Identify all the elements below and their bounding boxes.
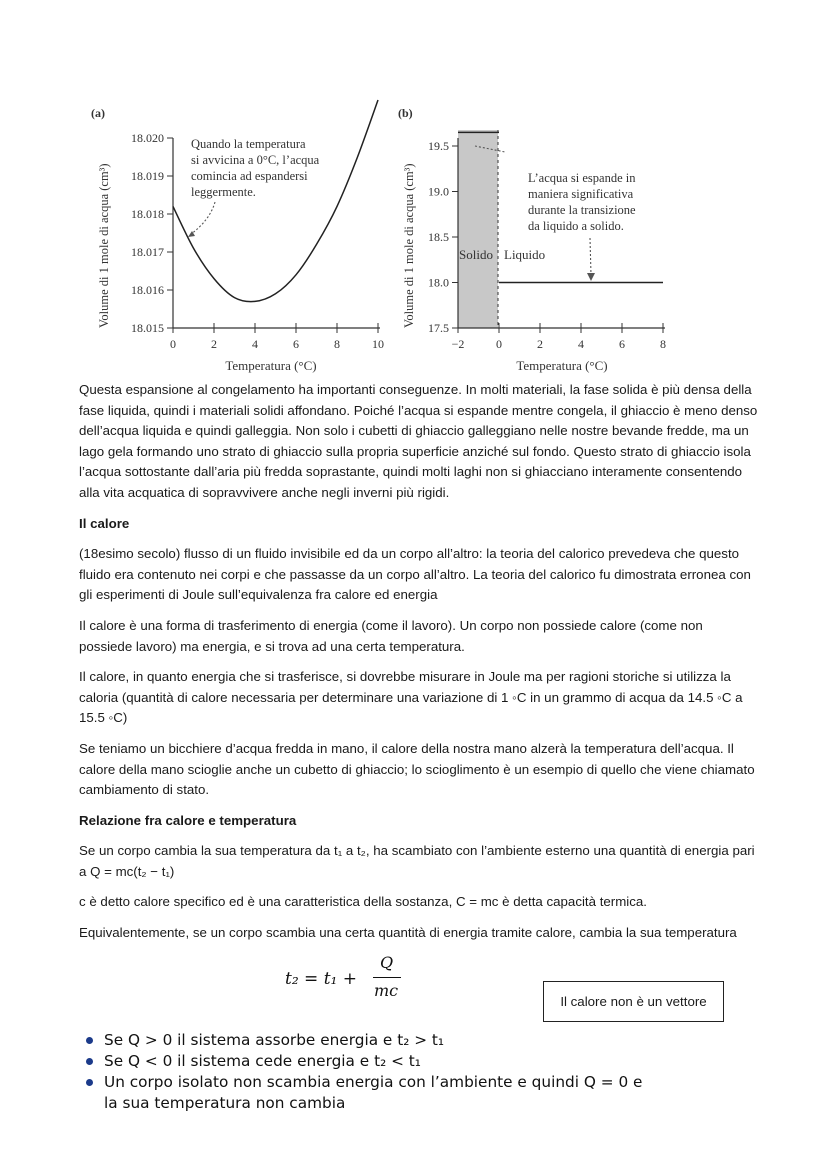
figure-a-label: (a) [91, 106, 105, 120]
heading-relazione: Relazione fra calore e temperatura [79, 812, 297, 828]
y-tick-label: 18.015 [131, 321, 164, 335]
figure-b [395, 100, 675, 375]
paragraph-caloria: Il calore, in quanto energia che si trasferisce, si dovrebbe misurare in Joule ma per ragioni storiche si utilizza la caloria (quantità di calore necessaria per determinare una variazione di 1 ◦C in un grammo di acqua da 14.5 ◦C a 15.5 ◦C) [79, 669, 743, 726]
x-tick-label: 6 [293, 337, 299, 351]
callout-box: Il calore non è un vettore [543, 981, 724, 1022]
list-item: Se Q > 0 il sistema assorbe energia e t₂ > t₁ [86, 1030, 642, 1051]
x-tick-label: 4 [578, 337, 584, 351]
formula-denominator: mc [374, 981, 399, 1000]
y-tick-label: 18.0 [428, 275, 449, 290]
figure-a-ylabel: Volume di 1 mole di acqua (cm³) [97, 163, 111, 328]
paragraph-equivalentemente: Equivalentemente, se un corpo scambia una certa quantità di energia tramite calore, cambia la sua temperatura [79, 925, 737, 941]
x-tick-label: 10 [372, 337, 384, 351]
figure-b-solid-region [458, 130, 498, 328]
figure-a-xlabel: Temperatura (°C) [225, 358, 317, 373]
paragraph-calorico: (18esimo secolo) flusso di un fluido invisibile ed da un corpo all’altro: la teoria del calorico prevedeva che questo fluido era contenuto nei corpi e che passasse da un corpo all’altro. La teoria del calorico fu dimostrata erronea con gli esperimenti di Joule sull’equivalenza fra calore ed energia [79, 546, 751, 603]
figure-a-annotation-line: comincia ad espandersi [191, 169, 308, 183]
list-item: Se Q < 0 il sistema cede energia e t₂ < t₁ [86, 1051, 642, 1072]
paragraph-scambio: Se un corpo cambia la sua temperatura da t₁ a t₂, ha scambiato con l’ambiente esterno una quantità di energia pari a Q = mc(t₂ − t₁) [79, 843, 755, 879]
bullet-icon [86, 1037, 93, 1044]
y-tick-label: 19.5 [428, 139, 449, 153]
figure-a-annotation-line: Quando la temperatura [191, 137, 306, 151]
x-tick-label: 6 [619, 337, 625, 351]
formula-fraction-bar [373, 977, 401, 978]
figure-b-arrowhead-icon [587, 273, 595, 281]
figure-a [88, 100, 388, 375]
figure-b-annotation-arrow [590, 238, 591, 275]
x-tick-label: 8 [660, 337, 666, 351]
list-item: Un corpo isolato non scambia energia con l’ambiente e quindi Q = 0 e la sua temperatura non cambia [86, 1072, 642, 1114]
figure-b-label: (b) [398, 106, 413, 120]
figure-a-annotation-arrow [190, 202, 215, 235]
figure-a-annotation-line: leggermente. [191, 185, 256, 199]
y-tick-label: 18.017 [131, 245, 164, 259]
formula-numerator: Q [380, 953, 394, 972]
y-tick-label: 19.0 [428, 184, 449, 199]
y-tick-label: 17.5 [428, 321, 449, 335]
y-tick-label: 18.5 [428, 230, 449, 244]
figure-b-annotation-line: maniera significativa [528, 187, 634, 201]
x-tick-label: 2 [537, 337, 543, 351]
paragraph-bicchiere: Se teniamo un bicchiere d’acqua fredda in mano, il calore della nostra mano alzerà la temperatura dell’acqua. Il calore della mano scioglie anche un cubetto di ghiaccio; lo scioglimento è un esempio di quello che viene chiamato cambiamento di stato. [79, 740, 755, 798]
x-tick-label: 2 [211, 337, 217, 351]
paragraph-expansion: Questa espansione al congelamento ha importanti conseguenze. In molti materiali, la fase solida è più densa della fase liquida, quindi i materiali solidi affondano. Poiché l’acqua si espande mentre congela, il ghiaccio è meno denso dell’acqua liquida e quindi galleggia. Non solo i cubetti di ghiaccio galleggiano nelle nostre bevande fredde, ma un lago gela formando uno strato di ghiaccio sulla propria superficie anziché sul fondo. Questo strato di ghiaccio isola l’acqua sottostante dall’aria più fredda soprastante, quindi molti laghi non si ghiacciano interamente consentendo alla vita acquatica di sopravvivere anche negli inverni più rigidi. [79, 382, 758, 500]
x-tick-label: 4 [252, 337, 258, 351]
bullet-icon [86, 1058, 93, 1065]
heading-il-calore: Il calore [79, 515, 130, 531]
y-tick-label: 18.018 [131, 207, 164, 221]
y-tick-label: 18.019 [131, 169, 164, 183]
figure-b-annotation-line: L’acqua si espande in [528, 171, 636, 185]
figure-b-liquid-label: Liquido [504, 247, 546, 262]
body-text [79, 380, 759, 954]
x-tick-label: −2 [451, 337, 465, 351]
x-tick-label: 0 [170, 337, 176, 351]
figure-b-solid-label: Solido [459, 247, 493, 262]
y-tick-label: 18.020 [131, 131, 164, 145]
y-tick-label: 18.016 [131, 283, 164, 297]
figure-a-curve [173, 100, 378, 302]
x-tick-label: 0 [496, 337, 502, 351]
bullet-list [86, 1030, 642, 1114]
bullet-icon [86, 1079, 93, 1086]
figure-b-annotation-line: durante la transizione [528, 203, 636, 217]
figure-b-ylabel: Volume di 1 mole di acqua (cm³) [402, 163, 416, 328]
figure-b-annotation-line: da liquido a solido. [528, 219, 624, 233]
figure-b-xlabel: Temperatura (°C) [516, 358, 608, 373]
figure-a-annotation-line: si avvicina a 0°C, l’acqua [191, 153, 320, 167]
paragraph-calore-specifico: c è detto calore specifico ed è una caratteristica della sostanza, C = mc è detta capacità termica. [79, 894, 647, 910]
formula-lhs: t₂ = t₁ + [285, 969, 357, 989]
paragraph-trasferimento: Il calore è una forma di trasferimento di energia (come il lavoro). Un corpo non possiede calore (come non possiede lavoro) ma energia, e si trova ad una certa temperatura. [79, 617, 703, 654]
x-tick-label: 8 [334, 337, 340, 351]
